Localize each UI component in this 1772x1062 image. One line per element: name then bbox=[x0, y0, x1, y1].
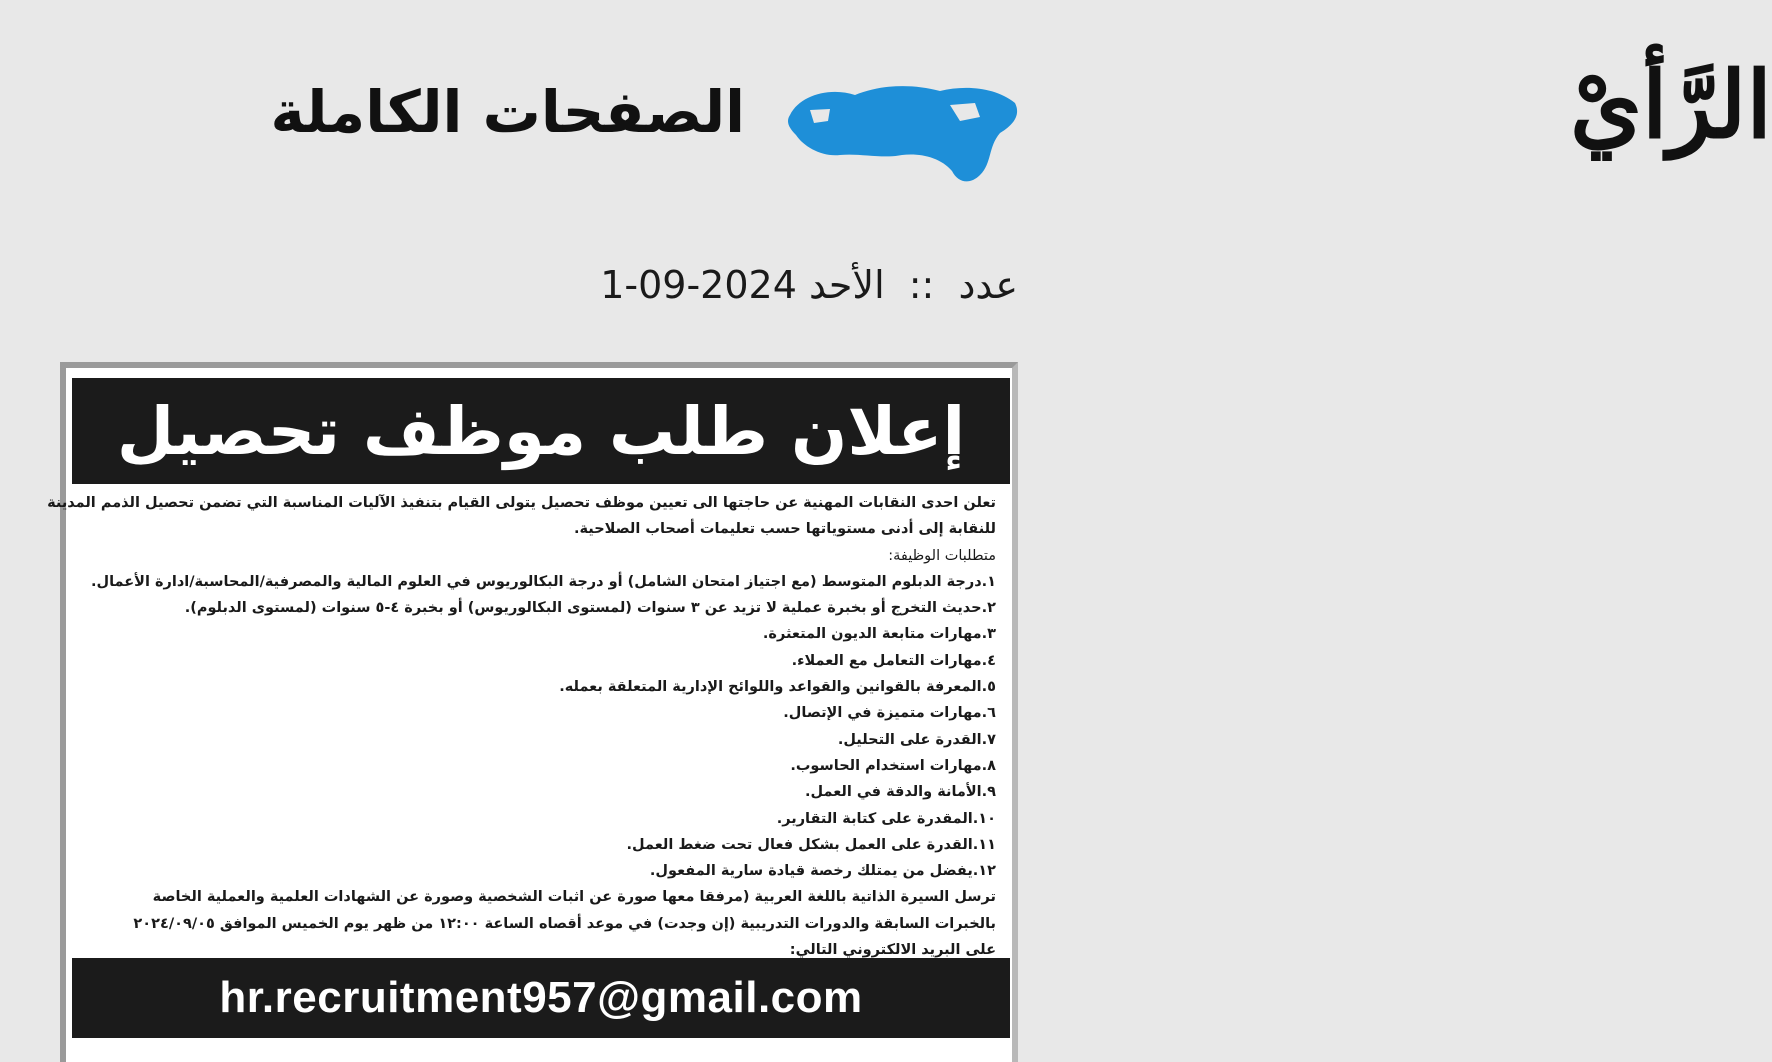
closing-line: بالخبرات السابقة والدورات التدريبية (إن وجدت) في موعد أقصاه الساعة ١٢:٠٠ من ظهر يوم الخميس الموافق ٢٠٢٤/٠٩/٠٥ bbox=[133, 915, 996, 932]
requirement-item: ١١.القدرة على العمل بشكل فعال تحت ضغط العمل. bbox=[626, 836, 996, 853]
closing-line: على البريد الالكتروني التالي: bbox=[789, 942, 996, 959]
requirement-item: ٦.مهارات متميزة في الإتصال. bbox=[783, 705, 996, 722]
alrai-logo[interactable] bbox=[770, 25, 1772, 195]
contact-email[interactable]: hr.recruitment957@gmail.com bbox=[219, 973, 863, 1022]
requirement-item: ٣.مهارات متابعة الديون المتعثرة. bbox=[762, 626, 996, 643]
section-title: الصفحات الكاملة bbox=[270, 78, 745, 146]
intro-line: للنقابة إلى أدنى مستوياتها حسب تعليمات أصحاب الصلاحية. bbox=[573, 521, 996, 538]
issue-separator: :: bbox=[908, 263, 935, 307]
requirement-item: ١٠.المقدرة على كتابة التقارير. bbox=[776, 810, 996, 827]
arab-world-map-logo-icon bbox=[770, 25, 1030, 195]
issue-info bbox=[600, 263, 1018, 307]
logo-wordmark: الرَّأيْ bbox=[1570, 51, 1772, 159]
requirement-item: ١.درجة الدبلوم المتوسط (مع اجتياز امتحان الشامل) أو درجة البكالوريوس في العلوم المالية والمصرفية/المحاسبة/ادارة الأعمال. bbox=[91, 573, 996, 590]
ad-body bbox=[47, 490, 996, 963]
closing-line: ترسل السيرة الذاتية باللغة العربية (مرفقا معها صورة عن اثبات الشخصية وصورة عن الشهادات العلمية والعملية الخاصة bbox=[152, 889, 996, 906]
issue-date: 2024-09-1 bbox=[600, 263, 797, 307]
issue-day: الأحد bbox=[808, 263, 885, 307]
ad-content bbox=[47, 378, 1010, 1038]
ad-title-banner bbox=[72, 378, 1010, 484]
requirement-item: ٨.مهارات استخدام الحاسوب. bbox=[790, 757, 996, 774]
issue-label: عدد bbox=[958, 263, 1018, 307]
newspaper-header bbox=[0, 0, 1772, 200]
intro-line: تعلن احدى النقابات المهنية عن حاجتها الى تعيين موظف تحصيل يتولى القيام بتنفيذ الآليات المناسبة التي تضمن تحصيل الذمم المدينة bbox=[47, 495, 996, 511]
requirements-heading: متطلبات الوظيفة: bbox=[888, 547, 996, 564]
requirement-item: ٤.مهارات التعامل مع العملاء. bbox=[791, 652, 996, 669]
ad-email-banner bbox=[72, 958, 1010, 1038]
requirement-item: ٥.المعرفة بالقوانين والقواعد واللوائح الإدارية المتعلقة بعمله. bbox=[559, 679, 996, 696]
requirement-item: ٧.القدرة على التحليل. bbox=[837, 731, 996, 748]
requirement-item: ٢.حديث التخرج أو بخبرة عملية لا تزيد عن ٣ سنوات (لمستوى البكالوريوس) أو بخبرة ٤-٥ سنوات (لمستوى الدبلوم). bbox=[184, 600, 996, 617]
requirement-item: ٩.الأمانة والدقة في العمل. bbox=[805, 784, 996, 801]
job-advertisement[interactable] bbox=[47, 362, 1018, 1062]
ad-title: إعلان طلب موظف تحصيل bbox=[116, 392, 966, 470]
requirement-item: ١٢.يفضل من يمتلك رخصة قيادة سارية المفعول. bbox=[649, 863, 996, 880]
